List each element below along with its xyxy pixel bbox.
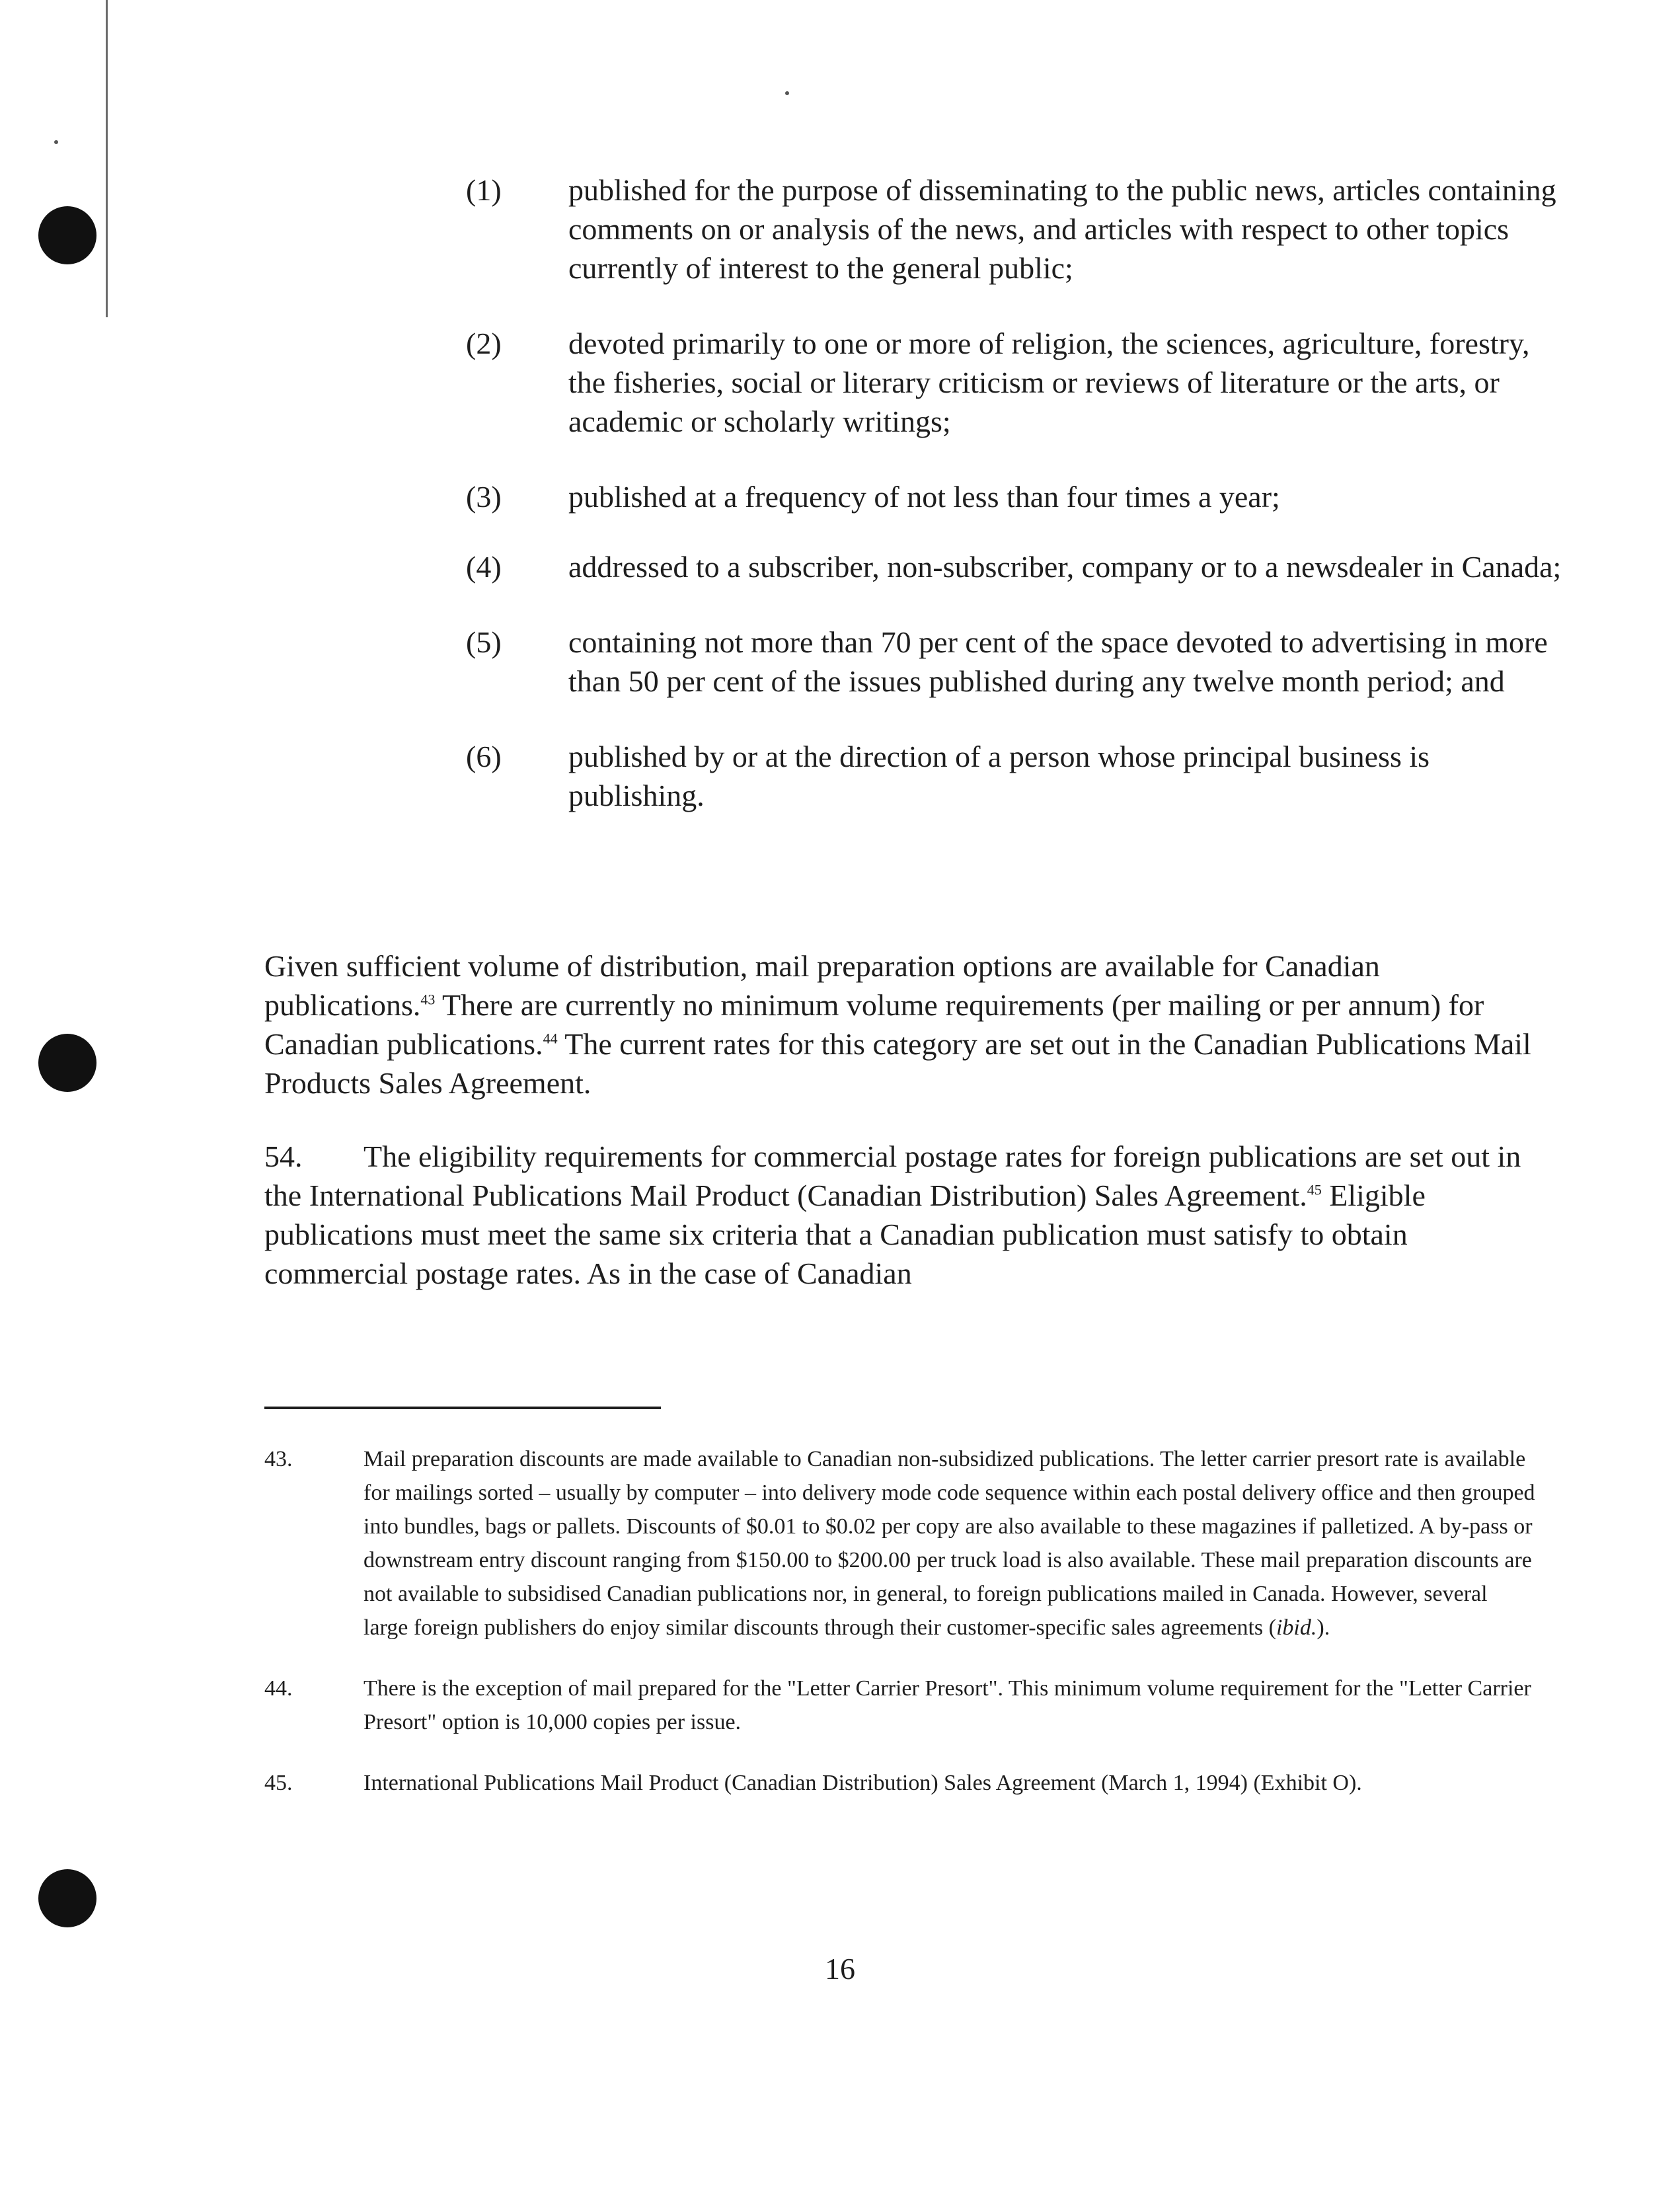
- criterion-number: (2): [466, 327, 502, 360]
- footnote-number: 44.: [264, 1676, 293, 1701]
- footnote-43: [264, 1442, 1537, 1644]
- paragraph-text: Given sufficient volume of distribution, mail preparation options are available for Canadian publications.: [264, 949, 1380, 1022]
- footnote-text: There is the exception of mail prepared for the "Letter Carrier Presort". This minimum volume requirement for the "Letter Carrier Presort" option is 10,000 copies per issue.: [363, 1676, 1531, 1734]
- page-number: 16: [825, 1952, 855, 1986]
- paragraph-number: 54.: [264, 1140, 303, 1173]
- criterion-text: addressed to a subscriber, non-subscriber, company or to a newsdealer in Canada;: [568, 550, 1562, 584]
- footnote-number: 45.: [264, 1771, 293, 1795]
- criterion-item: [466, 477, 1563, 516]
- footnote-body: Mail preparation discounts are made available to Canadian non-subsidized publications. The letter carrier presort rate is available for mailings sorted – usually by computer – into delivery mode code sequence within each postal delivery office and then grouped into bundles, bags or pallets. Discounts of $0.01 to $0.02 per copy are also available to these magazines if palletized. A by-pass or downstream entry discount ranging from $150.00 to $200.00 per truck load is also available. These mail preparation discounts are not available to subsidised Canadian publications nor, in general, to foreign publications mailed in Canada. However, several large foreign publishers do enjoy similar discounts through their customer-specific sales agreements (: [363, 1447, 1535, 1640]
- scan-margin-line: [106, 0, 108, 317]
- footnote-number: 43.: [264, 1447, 293, 1471]
- footnote-45: [264, 1766, 1537, 1800]
- punch-hole: [38, 1869, 96, 1927]
- criterion-item: [466, 171, 1563, 288]
- paragraph-text: The current rates for this category are set out in the Canadian Publications Mail Products Sales Agreement.: [264, 1027, 1531, 1100]
- continuation-paragraph: [264, 947, 1537, 1102]
- scan-speck: [785, 91, 789, 95]
- paragraph-text: There are currently no minimum volume requirements (per mailing or per annum) for Canadian publications.: [264, 988, 1484, 1061]
- footnote-text: [363, 1442, 1537, 1644]
- criterion-number: (3): [466, 480, 502, 514]
- footnote-44: [264, 1672, 1537, 1739]
- footnote-tail: ).: [1317, 1615, 1330, 1640]
- scan-speck: [54, 140, 58, 144]
- criterion-item: [466, 324, 1563, 441]
- criterion-text: devoted primarily to one or more of religion, the sciences, agriculture, forestry, the fisheries, social or literary criticism or reviews of literature or the arts, or academic or scholarly writings;: [568, 327, 1530, 438]
- criterion-item: [466, 623, 1563, 701]
- criterion-number: (4): [466, 550, 502, 584]
- criterion-item: [466, 737, 1563, 815]
- footnote-divider: [264, 1407, 661, 1409]
- criterion-number: (1): [466, 173, 502, 207]
- footnote-text: International Publications Mail Product (Canadian Distribution) Sales Agreement (March 1, 1994) (Exhibit O).: [363, 1771, 1362, 1795]
- footnote-reference: 43: [420, 991, 436, 1008]
- punch-hole: [38, 206, 96, 264]
- criterion-text: published at a frequency of not less than four times a year;: [568, 480, 1280, 514]
- criterion-text: published for the purpose of disseminating to the public news, articles containing comments on or analysis of the news, and articles with respect to other topics currently of interest to the general public;: [568, 173, 1556, 285]
- criterion-text: published by or at the direction of a person whose principal business is publishing.: [568, 740, 1430, 812]
- punch-hole: [38, 1034, 96, 1092]
- footnote-reference: 45: [1307, 1181, 1322, 1198]
- paragraph-54: [264, 1137, 1537, 1293]
- paragraph-text: The eligibility requirements for commercial postage rates for foreign publications are set out in the International Publications Mail Product (Canadian Distribution) Sales Agreement.: [264, 1140, 1521, 1212]
- paragraph-text: Eligible publications must meet the same six criteria that a Canadian publication must satisfy to obtain commercial postage rates. As in the case of Canadian: [264, 1179, 1426, 1290]
- footnotes: [264, 1442, 1537, 1800]
- criterion-number: (6): [466, 740, 502, 773]
- footnote-reference: 44: [543, 1030, 558, 1047]
- criterion-item: [466, 547, 1563, 586]
- footnote-citation: ibid.: [1276, 1615, 1317, 1640]
- criterion-number: (5): [466, 625, 502, 659]
- criterion-text: containing not more than 70 per cent of the space devoted to advertising in more than 50 per cent of the issues published during any twelve month period; and: [568, 625, 1548, 698]
- criteria-list: [466, 171, 1563, 815]
